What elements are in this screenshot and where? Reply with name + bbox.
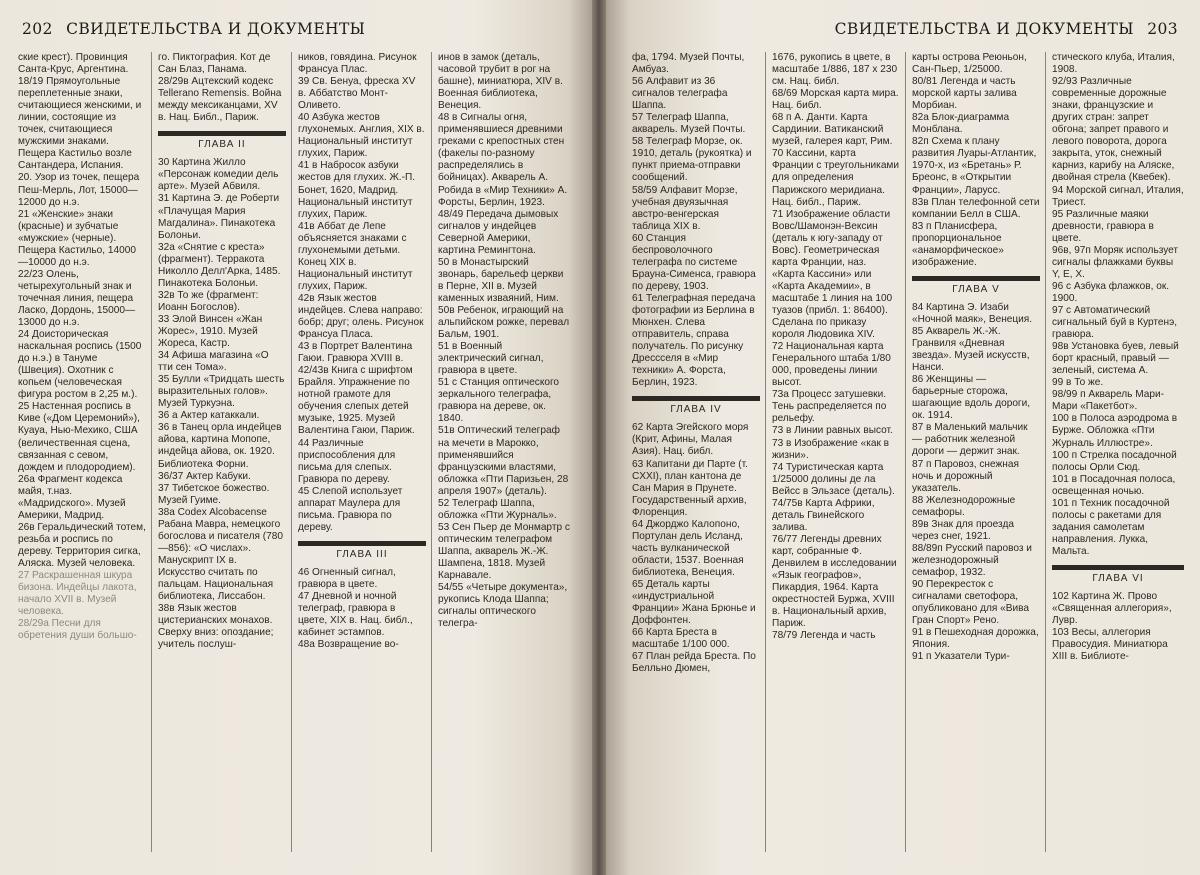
caption-entry: 92/93 Различные современные дорожные знаки, французские и других стран: запрет обгона; запрет правого и левого поворота, дорога закрыта, уток, снежный карниз, карибу на Аляске, двойная стрела (Квебек). [1052, 76, 1175, 184]
caption-entry: 25 Настенная роспись в Киве («Дом Церемоний»), Куауа, Нью-Мехико, США (величественная сцена, связанная с севом, дождем и плодородием). [18, 401, 140, 473]
caption-entry: 83в План телефонной сети компании Белл в США. [912, 196, 1040, 220]
caption-entry: 57 Телеграф Шаппа, акварель. Музей Почты. [632, 112, 746, 136]
caption-entry: 30 Картина Жилло «Персонаж комедии дель арте». Музей Абвиля. [158, 157, 279, 193]
left-column-1 [18, 52, 146, 870]
caption-entry: 51 с Станция оптического зеркального телеграфа, гравюра на дереве, ок. 1840. [438, 377, 560, 425]
caption-entry: 87 в Маленький мальчик — работник железной дороги — держит знак. [912, 422, 1028, 458]
caption-entry: 32в То же (фрагмент: Иоанн Богослов). [158, 289, 259, 313]
caption-entry: 84 Картина Э. Изаби «Ночной маяк», Венеция. [912, 301, 1033, 325]
left-column-3 [298, 52, 426, 870]
right-page [606, 0, 1200, 875]
caption-entry: 54/55 «Четыре документа», рукопись Клода Шаппа; сигналы оптического телегра- [438, 582, 568, 630]
right-page-header [835, 20, 1186, 38]
caption-entry: 94 Морской сигнал, Италия, Триест. [1052, 184, 1184, 208]
caption-entry: ские крест). Провинция Санта-Крус, Аргентина. [18, 52, 129, 76]
caption-entry: 36 в Танец орла индейцев айова, картина Мопопе, индейца айова, ок. 1920. Библиотека Форни. [158, 422, 282, 470]
caption-entry: 82а Блок-диаграмма Монблана. [912, 112, 1010, 136]
caption-entry: 1676, рукопись в цвете, в масштабе 1/886, 187 х 230 см. Нац. библ. [772, 52, 898, 88]
caption-entry: 68 п А. Данти. Карта Сардинии. Ватиканский музей, галерея карт, Рим. [772, 112, 893, 148]
caption-entry: 36 а Актер катаккали. [158, 410, 260, 422]
caption-entry: 38а Codex Alcobacense Рабана Мавра, немецкого богослова и писателя (780—856): «О числах». Манускрипт IX в. Искусство считать по пальцам. Национальная библиотека, Лиссабон. [158, 506, 283, 603]
caption-entry: 96в, 97п Моряк использует сигналы флажками буквы Y, Е, Х. [1052, 244, 1179, 280]
caption-entry: 100 п Стрелка посадочной полосы Орли Сюд. [1052, 449, 1177, 473]
caption-entry: 73 в Изображение «как в жизни». [772, 437, 890, 461]
caption-entry: 74/75в Карта Африки, деталь Гвинейского залива. [772, 497, 875, 533]
caption-entry: стического клуба, Италия, 1908. [1052, 52, 1175, 76]
caption-entry: 34 Афиша магазина «О тти сен Тома». [158, 350, 269, 374]
book-gutter [592, 0, 606, 875]
chapter-heading: ГЛАВА II [158, 131, 286, 151]
caption-entry: 44 Различные приспособления для письма для слепых. Гравюра по дереву. [298, 437, 396, 485]
caption-entry: 80/81 Легенда и часть морской карты залива Морбиан. [912, 76, 1017, 112]
left-column-4 [438, 52, 570, 870]
caption-entry: 82п Схема к плану развития Луары-Атлантик, 1970-х, из «Бретань» Р. Бреонс, в «Открытии Франции», Ларусс. [912, 136, 1037, 196]
caption-entry: 33 Элой Винсен «Жан Жорес», 1910. Музей Жореса, Кастр. [158, 313, 263, 350]
caption-entry: 76/77 Легенды древних карт, собранные Ф. Денвилем в исследовании «Язык географов», Пикардия, 1964. Карта окрестностей Буржа, XVIII в. Национальный архив, Париж. [772, 533, 897, 630]
caption-entry: 60 Станция беспроволочного телеграфа по системе Брауна-Сименса, гравюра по дереву, 1903. [632, 232, 756, 292]
right-column-4 [1052, 52, 1184, 870]
caption-entry: 45 Слепой использует аппарат Маулера для письма. Гравюра по дереву. [298, 485, 403, 533]
caption-entry: 26а Фрагмент кодекса майя, т.наз. «Мадридского». Музей Америки, Мадрид. [18, 473, 126, 521]
caption-entry: 18/19 Прямоугольные переплетенные знаки, считающиеся женскими, и линии, состоящие из точек, считающиеся мужскими знаками. Пещера Кастильо возле Сантандера, Испания. [18, 76, 142, 172]
caption-entry: 102 Картина Ж. Прово «Священная аллегория», Лувр. [1052, 591, 1172, 627]
caption-entry: 51 в Военный электрический сигнал, гравюра в цвете. [438, 341, 544, 377]
caption-entry: 48а Возвращение во- [298, 639, 399, 651]
caption-entry: 97 с Автоматический сигнальный буй в Куртенэ, гравюра. [1052, 304, 1178, 341]
chapter-heading: ГЛАВА VI [1052, 565, 1184, 585]
caption-entry: 58 Телеграф Морзе, ок. 1910, деталь (рукоятка) и пункт приема-отправки сообщений. [632, 136, 752, 184]
left-running-title: СВИДЕТЕЛЬСТВА И ДОКУМЕНТЫ [66, 20, 366, 38]
caption-entry: го. Пиктография. Кот де Сан Блаз, Панама. [158, 52, 271, 76]
left-page-header [14, 20, 365, 38]
caption-entry: 37 Тибетское божество. Музей Гуиме. [158, 482, 270, 506]
caption-entry: 88/89п Русский паровоз и железнодорожный семафор, 1932. [912, 542, 1032, 578]
caption-entry: 70 Кассини, карта Франции с треугольниками для определения Парижского меридиана. Нац. библ., Париж. [772, 148, 900, 208]
right-column-2 [772, 52, 900, 870]
caption-entry: 87 п Паровоз, снежная ночь и дорожный указатель. [912, 458, 1019, 494]
left-page [0, 0, 592, 875]
chapter-heading: ГЛАВА III [298, 541, 426, 561]
caption-entry: фа, 1794. Музей Почты, Амбуаз. [632, 52, 745, 76]
column-divider [431, 52, 432, 852]
column-divider [765, 52, 766, 852]
caption-entry: 78/79 Легенда и часть [772, 630, 876, 642]
caption-entry: 41 в Набросок азбуки жестов для глухих. Ж.-П. Бонет, 1620, Мадрид. Национальный институт глухих, Париж. [298, 160, 416, 220]
caption-entry: 38в Язык жестов цистерианских монахов. Сверху вниз: опоздание; учитель послуш- [158, 603, 274, 651]
caption-entry: 40 Азбука жестов глухонемых. Англия, XIX в. Национальный институт глухих, Париж. [298, 112, 425, 160]
caption-entry: 51в Оптический телеграф на мечети в Марокко, применявшийся французскими властями, обложка «Пти Паризьен, 28 апреля 1907» (деталь). [438, 425, 569, 497]
right-running-title: СВИДЕТЕЛЬСТВА И ДОКУМЕНТЫ [834, 20, 1134, 38]
caption-entry: 61 Телеграфная передача фотографии из Берлина в Мюнхен. Слева отправитель, справа получатель. По рисунку Дрессселя в «Мир техники» А. Форста, Берлин, 1923. [632, 292, 756, 389]
caption-entry: 31 Картина Э. де Роберти «Плачущая Мария Магдалина». Пинакотека Болоньи. [158, 193, 280, 241]
caption-entry: 101 в Посадочная полоса, освещенная ночью. [1052, 473, 1176, 497]
caption-entry: 91 в Пешеходная дорожка, Япония. [912, 627, 1039, 651]
caption-entry: 28/29в Ацтекский кодекс Tellerano Remensis. Война между мексиканцами, XV в. Нац. Библ., Париж. [158, 76, 282, 124]
column-divider [1045, 52, 1046, 852]
caption-entry: 35 Булли «Тридцать шесть выразительных голов». Музей Туркуэна. [158, 374, 285, 410]
caption-entry: 52 Телеграф Шаппа, обложка «Пти Журналь». [438, 497, 557, 521]
column-divider [151, 52, 152, 852]
caption-entry: 66 Карта Бреста в масштабе 1/100 000. [632, 627, 730, 651]
caption-entry: 89в Знак для проезда через снег, 1921. [912, 518, 1014, 542]
caption-entry: 86 Женщины — барьерные сторожа, шагающие вдоль дороги, ок. 1914. [912, 374, 1031, 422]
caption-entry: 27 Раскрашенная шкура бизона. Индейцы лакота, начало XVII в. Музей человека. [18, 570, 137, 618]
caption-entry: 63 Капитани ди Парте (т. CXXI), план кантона де Сан Мария в Прунете. Государственный архив, Флоренция. [632, 458, 748, 518]
caption-entry: 50в Ребенок, играющий на альпийском рожке, перевал Бальм, 1901. [438, 304, 570, 341]
left-column-2 [158, 52, 286, 870]
caption-entry: 99 в То же. [1052, 377, 1104, 389]
caption-entry: 50 в Монастырский звонарь, барельеф церкви в Перне, XII в. Музей каменных изваяний, Ним. [438, 256, 564, 304]
column-divider [291, 52, 292, 852]
caption-entry: 42/43в Книга с шрифтом Брайля. Упражнение по нотной грамоте для обучения слепых детей музыке, 1925. Музей Валентина Гаюи, Париж. [298, 365, 415, 437]
caption-entry: 64 Джорджо Калопоно, Портулан дель Исланд, часть вулканической области, 1537. Военная библиотека, Венеция. [632, 518, 744, 578]
caption-entry: 85 Акварель Ж.-Ж. Гранвиля «Дневная звезда». Музей искусств, Нанси. [912, 325, 1030, 374]
caption-entry: 72 Национальная карта Генерального штаба 1/80 000, проведены линии высот. [772, 341, 891, 389]
caption-entry: 22/23 Олень, четырехугольный знак и точечная линия, пещера Ласко, Дордонь, 15000—13000 до н.э. [18, 268, 136, 329]
caption-entry: 42в Язык жестов индейцев. Слева направо: бобр; друг; олень. Рисунок Франсуа Пласа. [298, 292, 424, 341]
right-page-number: 203 [1147, 20, 1178, 38]
caption-entry: 100 в Полоса аэродрома в Бурже. Обложка «Пти Журналь Иллюстре». [1052, 413, 1178, 449]
caption-entry: карты острова Реюньон, Сан-Пьер, 1/25000. [912, 52, 1027, 76]
caption-entry: 96 с Азбука флажков, ок. 1900. [1052, 280, 1170, 304]
caption-entry: 39 Св. Бенуа, фреска XV в. Аббатство Монт-Оливето. [298, 76, 416, 112]
caption-entry: инов в замок (деталь, часовой трубит в рог на башне), миниатюра, XIV в. Военная библиотека, Венеция. [438, 52, 563, 112]
caption-entry: 71 Изображение области Вовс/Шамонэн-Вексин (деталь к югу-западу от Вовс). Геометрическая карта Франции, наз. «Карта Кассини» или «Карта Академии», в масштабе 1 линия на 100 туазов (прибл. 1: 86400). Сделана по приказу короля Людовика XIV. [772, 208, 893, 341]
caption-entry: 90 Перекресток с сигналами светофора, опубликовано для «Вива Гран Спорт» Рено. [912, 578, 1029, 627]
caption-entry: 65 Деталь карты «индустриальной Франции» Жана Брюнье и Доффонтен. [632, 578, 756, 627]
caption-entry: 101 п Техник посадочной полосы с ракетами для задания самолетам направления. Лукка, Мальта. [1052, 497, 1170, 557]
caption-entry: 26в Геральдический тотем, резьба и роспись по дереву. Территория сигка, Аляска. Музей человека. [18, 521, 146, 569]
chapter-heading: ГЛАВА V [912, 276, 1040, 296]
caption-entry: 43 в Портрет Валентина Гаюи. Гравюра XVIII в. [298, 341, 413, 365]
caption-entry: 48 в Сигналы огня, применявшиеся древними греками с крепостных стен (факелы по-разному распределялись в бойницах). Акварель А. Робида в «Мир Техники» А. Форсты, Берлин, 1923. [438, 112, 568, 208]
caption-entry: 62 Карта Эгейского моря (Крит, Афины, Малая Азия). Нац. библ. [632, 422, 749, 458]
column-divider [905, 52, 906, 852]
right-column-1 [632, 52, 760, 870]
caption-entry: 48/49 Передача дымовых сигналов у индейцев Северной Америки, картина Ремингтона. [438, 208, 559, 256]
caption-entry: 98в Установка буев, левый борт красный, правый — зеленый, система А. [1052, 341, 1179, 377]
caption-entry: 68/69 Морская карта мира. Нац. библ. [772, 88, 899, 112]
left-page-number: 202 [22, 20, 53, 38]
caption-entry: 98/99 п Акварель Мари-Мари «Пакетбот». [1052, 389, 1164, 413]
caption-entry: 21 «Женские» знаки (красные) и зубчатые «мужские» (черные). Пещера Кастильо, 14000—10000 до н.э. [18, 208, 136, 268]
caption-entry: 36/37 Актер Кабуки. [158, 470, 251, 482]
caption-entry: 88 Железнодорожные семафоры. [912, 494, 1016, 518]
caption-entry: 74 Туристическая карта 1/25000 долины де ла Вейсс в Эльзасе (деталь). [772, 461, 895, 497]
caption-entry: 32а «Снятие с креста» (фрагмент). Терракота Николло Делл'Арка, 1485. Пинакотека Болоньи. [158, 241, 281, 289]
caption-entry: 103 Весы, аллегория Правосудия. Миниатюра XIII в. Библиоте- [1052, 627, 1168, 663]
caption-entry: 73а Процесс затушевки. Тень распределяется по рельефу. [772, 389, 887, 425]
caption-entry: 47 Дневной и ночной телеграф, гравюра в цвете, XIX в. Нац. библ., кабинет эстампов. [298, 591, 413, 639]
caption-entry: 46 Огненный сигнал, гравюра в цвете. [298, 566, 396, 590]
chapter-heading: ГЛАВА IV [632, 396, 760, 416]
caption-entry: 58/59 Алфавит Морзе, учебная двуязычная австро-венгерская таблица XIX в. [632, 184, 738, 232]
caption-entry: 91 п Указатели Тури- [912, 651, 1010, 663]
caption-entry: 28/29а Песни для обретения души большо- [18, 618, 137, 642]
caption-entry: 56 Алфавит из 36 сигналов телеграфа Шаппа. [632, 76, 728, 112]
caption-entry: 41в Аббат де Лепе объясняется знаками с глухонемыми детьми. Конец XIX в. Национальный институт глухих, Париж. [298, 220, 413, 292]
caption-entry: 73 в Линии равных высот. [772, 425, 893, 437]
caption-entry: 24 Доисторическая наскальная роспись (1500 до н.э.) в Тануме (Швеция). Охотник с копьем (человеческая фигура ростом в 2,25 м.). [18, 329, 142, 401]
caption-entry: 20. Узор из точек, пещера Пеш-Мерль, Лот, 15000—12000 до н.э. [18, 172, 140, 208]
caption-entry: 67 План рейда Бреста. По Белльно Дюмен, [632, 651, 756, 675]
right-column-3 [912, 52, 1040, 870]
caption-entry: ников, говядина. Рисунок Франсуа Плаc. [298, 52, 417, 76]
caption-entry: 95 Различные маяки древности, гравюра в цвете. [1052, 208, 1154, 244]
caption-entry: 83 п Планисфера, пропорциональное «анаморфическое» изображение. [912, 220, 1004, 268]
caption-entry: 53 Сен Пьер де Монмартр с оптическим телеграфом Шаппа, акварель Ж.-Ж. Шампена, 1818. Музей Карнавале. [438, 521, 570, 582]
